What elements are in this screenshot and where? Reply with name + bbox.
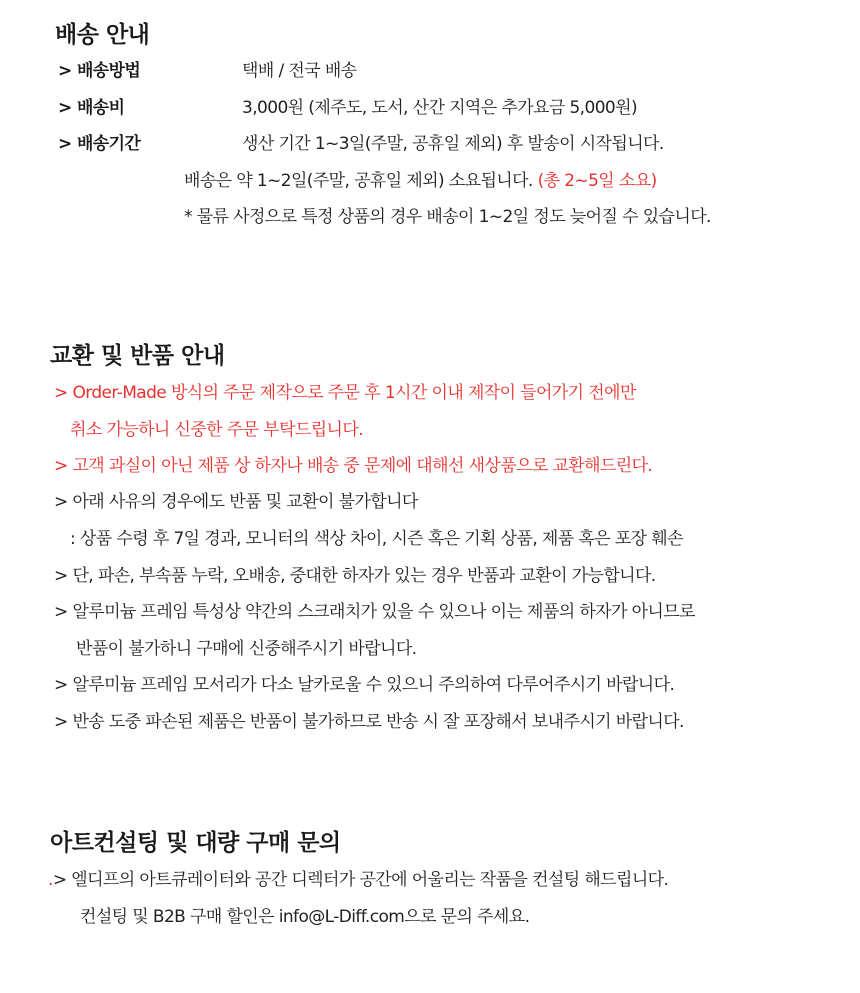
shipping-period-value: 생산 기간 1~3일(주말, 공휴일 제외) 후 발송이 시작됩니다.: [242, 134, 664, 154]
exchange-title: 교환 및 반품 안내: [50, 343, 225, 369]
exchange-line-cancel: 취소 가능하니 신중한 주문 부탁드립니다.: [70, 420, 363, 440]
shipping-note-delay: * 물류 사정으로 특정 상품의 경우 배송이 1~2일 정도 늦어질 수 있습니다.: [184, 207, 711, 227]
shipping-note-duration: [184, 170, 657, 192]
exchange-line-edges: > 알루미늄 프레임 모서리가 다소 날카로울 수 있으니 주의하여 다루어주시기 바랍니다.: [54, 675, 675, 695]
shipping-method-value: 택배 / 전국 배송: [242, 61, 357, 81]
exchange-line-exceptions: > 단, 파손, 부속품 누락, 오배송, 중대한 하자가 있는 경우 반품과 교환이 가능합니다.: [54, 566, 656, 586]
exchange-line-reasons: : 상품 수령 후 7일 경과, 모니터의 색상 차이, 시즌 혹은 기획 상품, 제품 혹은 포장 훼손: [70, 529, 683, 549]
exchange-line-order-made: > Order-Made 방식의 주문 제작으로 주문 후 1시간 이내 제작이 들어가기 전에만: [54, 383, 636, 403]
shipping-method-label: > 배송방법: [58, 61, 141, 81]
consult-line-curator-text: > 엘디프의 아트큐레이터와 공간 디렉터가 공간에 어울리는 작품을 컨설팅 해드립니다.: [52, 870, 669, 890]
shipping-method-row: [58, 60, 838, 82]
exchange-line-not-allowed: > 아래 사유의 경우에도 반품 및 교환이 불가합니다: [54, 492, 418, 512]
shipping-fee-value: 3,000원 (제주도, 도서, 산간 지역은 추가요금 5,000원): [242, 98, 637, 118]
shipping-title: 배송 안내: [55, 22, 150, 48]
exchange-line-defect: > 고객 과실이 아닌 제품 상 하자나 배송 중 문제에 대해선 새상품으로 교환해드린다.: [54, 456, 653, 476]
shipping-fee-row: [58, 97, 838, 119]
shipping-period-row: [58, 133, 838, 155]
consult-title: 아트컨설팅 및 대량 구매 문의: [50, 830, 341, 856]
shipping-note-duration-text: 배송은 약 1~2일(주말, 공휴일 제외) 소요됩니다.: [184, 171, 533, 191]
exchange-line-scratch: > 알루미늄 프레임 특성상 약간의 스크래치가 있을 수 있으나 이는 제품의 하자가 아니므로: [54, 602, 695, 622]
shipping-period-label: > 배송기간: [58, 134, 141, 154]
consult-red-dot: .: [48, 870, 53, 890]
shipping-total-duration: (총 2~5일 소요): [537, 171, 657, 191]
exchange-line-scratch-cont: 반품이 불가하니 구매에 신중해주시기 바랍니다.: [76, 639, 417, 659]
consult-line-contact: 컨설팅 및 B2B 구매 할인은 info@L-Diff.com으로 문의 주세요.: [80, 907, 530, 927]
exchange-line-return-damage: > 반송 도중 파손된 제품은 반품이 불가하므로 반송 시 잘 포장해서 보내주시기 바랍니다.: [54, 712, 684, 732]
consult-line-curator: [48, 869, 668, 891]
shipping-fee-label: > 배송비: [58, 98, 125, 118]
